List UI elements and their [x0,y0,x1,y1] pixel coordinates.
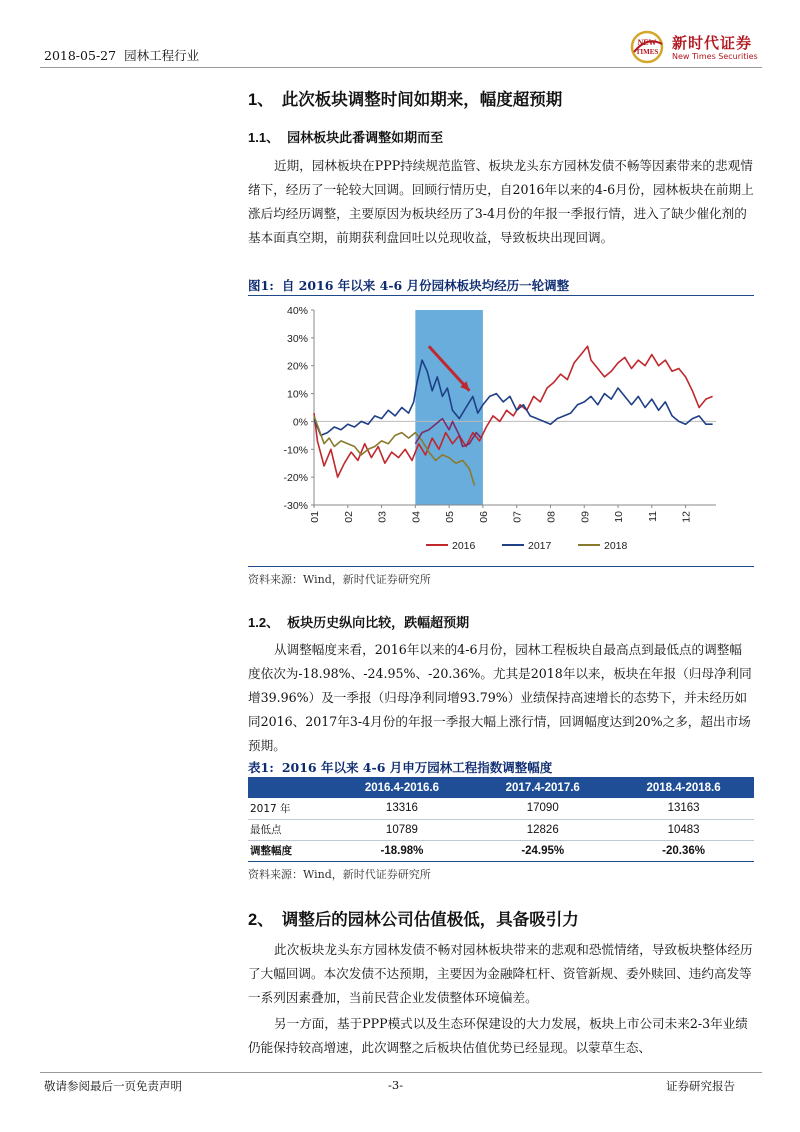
table-header-cell: 2018.4-2018.6 [613,777,754,798]
footer-disclaimer: 敬请参阅最后一页免责声明 [44,1079,182,1093]
series-line-2016 [314,346,713,477]
subsection-1-1-title: 园林板块此番调整如期而至 [287,131,444,146]
series-line-2017 [314,360,713,435]
y-tick-label: -30% [283,500,308,512]
table-cell: 调整幅度 [248,840,332,861]
section-2-heading [248,906,579,930]
figure-1-caption [248,276,569,294]
x-tick-label: 04 [410,511,423,523]
table-cell: 10789 [332,819,473,840]
table-1-title: 2016 年以来 4-6 月申万园林工程指数调整幅度 [281,760,553,775]
table-cell: 13316 [332,798,473,819]
section-1-title: 此次板块调整时间如期来，幅度超预期 [281,90,563,109]
table-cell: -20.36% [613,840,754,861]
y-tick-label: 40% [286,305,308,317]
logo-mark-top: NEW [637,38,657,47]
company-logo [628,30,768,64]
table-header-cell [248,777,332,798]
subsection-1-1-heading [248,127,443,146]
section-2-title: 调整后的园林公司估值极低，具备吸引力 [281,910,579,929]
figure-bottom-rule [248,566,754,567]
header-date-industry [44,46,199,64]
table-row [248,840,754,861]
table-cell: -24.95% [472,840,613,861]
paragraph-2-1: 此次板块龙头东方园林发债不畅对园林板块带来的悲观和恐慌情绪，导致板块整体经历了大幅回调。本次发债不达预期，主要因为金融降杠杆、资管新规、委外赎回、违约高发等一系列因素叠加，当前民营企业发债整体环境偏差。 [248,942,753,1005]
table-header-cell: 2016.4-2016.6 [332,777,473,798]
table-cell: 10483 [613,819,754,840]
table-cell: 12826 [472,819,613,840]
paragraph-2-2: 另一方面，基于PPP模式以及生态环保建设的大力发展，板块上市公司未来2-3年业绩仍能保持较高增速，此次调整之后板块估值优势已经显现。以蒙草生态、 [248,1016,748,1055]
figure-1-label: 图1: [248,278,274,293]
page-header [0,0,800,70]
figure-1-title: 自 2016 年以来 4-6 月份园林板块均经历一轮调整 [281,278,570,293]
header-industry: 园林工程行业 [124,48,200,63]
footer-divider [40,1072,762,1073]
figure-1-line-chart [248,298,754,562]
paragraph-1-1: 近期，园林板块在PPP持续规范监管、板块龙头东方园林发债不畅等因素带来的悲观情绪下，经历了一轮较大回调。回顾行情历史，自2016年以来的4-6月份，园林板块在前期上涨后均经历调整，主要原因为板块经历了3-4月份的年报一季报行情，进入了缺少催化剂的基本面真空期，前期获利盘回吐以兑现收益，导致板块出现回调。 [248,158,754,245]
legend-label-2018: 2018 [604,540,628,552]
table-cell: 2017 年 [248,798,332,819]
table-header-row [248,777,754,798]
section-1-number: 1、 [248,91,274,109]
table-1-source: 资料来源：Wind，新时代证券研究所 [248,868,431,881]
section-1-heading [248,86,562,110]
x-tick-label: 12 [680,511,693,523]
x-tick-label: 07 [511,511,524,523]
paragraph-1-2: 从调整幅度来看，2016年以来的4-6月份，园林工程板块自最高点到最低点的调整幅度依次为-18.98%、-24.95%、-20.36%。尤其是2018年以来，板块在年报（归母净利同增39.96%）及一季报（归母净利同增93.79%）业绩保持高速增长的态势下，并未经历如同2016、2017年3-4月份的年报一季报大幅上涨行情，回调幅度达到20%之多，超出市场预期。 [248,642,752,753]
header-date: 2018-05-27 [44,48,117,63]
table-row [248,798,754,819]
table-cell: -18.98% [332,840,473,861]
table-header-cell: 2017.4-2017.6 [472,777,613,798]
subsection-1-2-number: 1.2、 [248,615,280,630]
footer-report-type: 证券研究报告 [666,1079,735,1093]
y-tick-label: 10% [286,388,308,401]
x-tick-label: 08 [545,511,558,523]
x-tick-label: 11 [646,511,659,522]
x-tick-label: 05 [444,511,457,523]
x-tick-label: 06 [477,511,490,523]
section-2-number: 2、 [248,911,274,929]
x-tick-label: 03 [376,511,389,523]
x-tick-label: 01 [309,511,321,523]
table-cell: 17090 [472,798,613,819]
y-tick-label: 20% [286,360,308,373]
table-1-caption [248,758,552,776]
y-tick-label: 0% [292,416,308,429]
y-tick-label: -10% [283,444,308,457]
x-tick-label: 02 [342,511,355,523]
logo-mark-bottom: TIMES [635,48,659,56]
table-1-label: 表1: [248,760,274,775]
logo-chinese-name: 新时代证券 [672,34,753,52]
x-tick-label: 09 [579,511,592,523]
figure-top-rule [248,295,754,296]
logo-mark-icon [628,30,668,64]
subsection-1-2-heading [248,612,469,631]
legend-label-2017: 2017 [528,540,552,552]
table-cell: 最低点 [248,819,332,840]
figure-1-source: 资料来源：Wind，新时代证券研究所 [248,573,431,586]
y-tick-label: 30% [286,332,308,345]
y-tick-label: -20% [283,472,308,485]
logo-english-name: New Times Securities [672,52,758,61]
subsection-1-2-title: 板块历史纵向比较，跌幅超预期 [287,616,470,631]
adjustment-table [248,777,754,862]
header-divider [40,67,762,68]
legend-label-2016: 2016 [452,540,476,552]
table-row [248,819,754,840]
highlight-band [415,310,483,505]
footer-page-number: -3- [388,1078,404,1092]
x-tick-label: 10 [613,511,626,523]
table-cell: 13163 [613,798,754,819]
subsection-1-1-number: 1.1、 [248,130,280,145]
